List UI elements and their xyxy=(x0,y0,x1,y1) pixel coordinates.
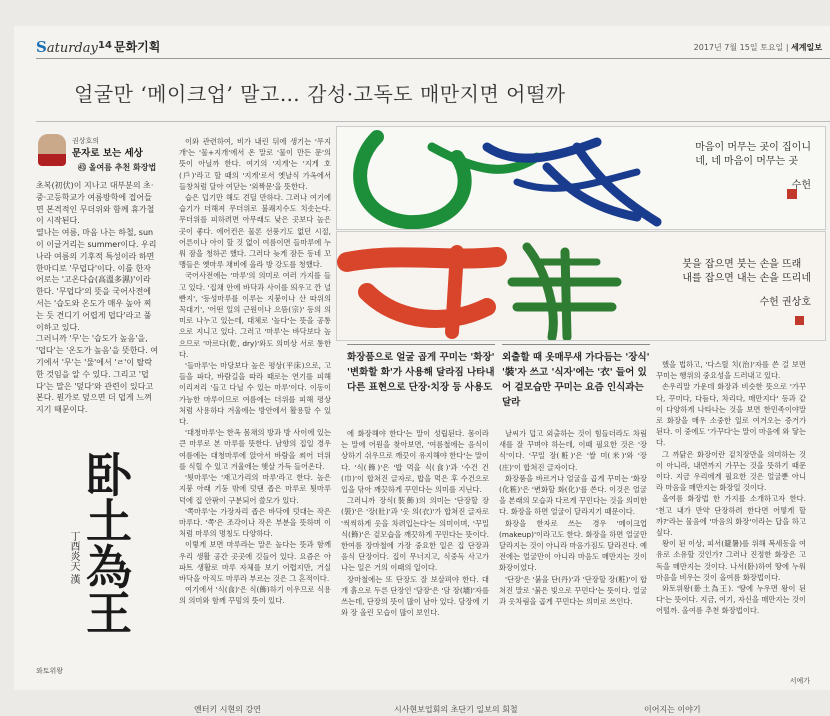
header-divider xyxy=(36,58,830,59)
calligraphy-characters: 卧土為王 xyxy=(79,451,133,635)
footer-teaser-mid: 시사현보업회의 초단기 일보의 회철 xyxy=(394,705,518,714)
calligraphy-artwork-left xyxy=(36,451,154,676)
calligraphy-inscription: 丁酉炎天 漢 xyxy=(68,531,79,585)
pull-quote-1: 화장품으로 얼굴 곱게 꾸미는 '화장' '변화할 화'가 사용해 달라짐 나타내 다른 표현으로 단장·치장 등 사용도 xyxy=(347,352,495,393)
artwork-middle-text: 붓을 잡으면 붓는 손을 뜨래 내를 잡으면 내는 손을 뜨리네 수헌 권상호 xyxy=(682,259,811,308)
body-column-3: 날씨가 덥고 외출하는 것이 힘들더라도 차림새를 잘 꾸며야 하는데, 이때 필요한 것은 '장식'이다. '꾸밀 장(粧)'은 '쌀 미(米)'와 '장(庄)'이 합쳐진 글자이다. 화장품을 바르거나 얼굴을 곱게 꾸미는 '화장(化粧)'은 '변화할 화(化)'를 쓴다. 이것은 얼굴을 본래의 모습과 다르게 꾸민다는 것을 의미한다. 화장을 하면 얼굴이 달라지기 때문이다. 화장을 한자로 쓰는 경우 '메이크업(makeup)'이라고도 한다. 화장을 하면 얼굴만 달라지는 것이 아니라 마음가짐도 달라진다. 예전에는 얼굴만이 아니라 마음도 매만지는 것이 화장이었다. '단장'은 '붉을 단(丹)'과 '단장할 장(粧)'이 합쳐진 말로 '붉은 빛으로 꾸민다'는 뜻이다. 얼굴과 옷차림을 곱게 꾸민다는 의미로 쓰인다. xyxy=(499,429,647,607)
footer-teaser-right: 이어지는 이야기 xyxy=(644,705,701,714)
headline-divider xyxy=(36,121,830,122)
pull-quote-divider xyxy=(347,344,495,345)
columnist-avatar xyxy=(38,134,66,166)
artwork-top-text: 마음이 머무는 곳이 집이니 네, 네 마음이 머무는 곳 수헌 xyxy=(695,142,811,191)
page-header xyxy=(36,38,830,56)
issue-date: 2017년 7월 15일 토요일 | 세계일보 xyxy=(693,43,822,52)
body-column-4: 했을 법하고, '다스릴 치(治)'자를 쓴 걸 보면 꾸미는 행위의 중요성을 드러내고 있다. 손우리말 가운데 화장과 비슷한 뜻으로 '가꾸다, 꾸미다, 다듬다, 차리다, 매만지다' 등과 같이 다양하게 나타나는 것을 보면 한민족이야말로 화장을 매우 소중한 일로 여겨오는 증거가 된다. 이 중에도 '가꾸다'는 말이 마음에 와 닿는다. 그 까닭은 화장이란 겉치장만을 의미하는 것이 아니라, 내면까지 가꾸는 것을 뜻하기 때문이다. 지금 우리에게 필요한 것은 얼굴뿐 아니라 마음을 매만지는 화장일 것이다. 올여름 화장법 한 가지를 소개하고자 한다. '천고 내가 만약 단장하려 한다면 어떻게 할까?'라는 물음에 '마음의 화장'이라는 답을 하고 싶다. 왕이 된 이상, 피서(避暑)를 위해 복세동을 여유로 소유할 것인가? 그러나 진정한 화장은 고독을 매만지는 것이다. 나서(卧)하여 땅에 누워 마음을 비우는 것이 올여름 화장법이다. 와토위왕(卧土為王). '땅에 누우면 왕이 된다'는 뜻이다. 지금, 여기, 자신을 매만지는 것이 어떨까. 올여름 추천 화장법이다. xyxy=(656,360,806,616)
page-number: 14 xyxy=(98,40,112,51)
page-footer-teasers xyxy=(14,706,830,716)
headline: 얼굴만 ‘메이크업’ 말고… 감성·고독도 매만지면 어떨까 xyxy=(74,82,566,106)
section-title: 문화기획 xyxy=(114,40,161,54)
saturday-logo: Saturday xyxy=(36,38,98,56)
intro-text: 초복(初伏)이 지나고 대부분의 초·중·고등학교가 여름방학에 접어들면 본격적인 무더위와 함께 휴가철이 시작된다. 열나는 여름, 마음 나는 하철, sun이 이글거리는 summer이다. 우리나라 여름의 기후적 특성이라 하면 한마디로 '무덥다'이다. 이를 한자어로는 '고온다습(高溫多濕)'이라 한다. '무덥다'의 뜻을 국어사전에서는 '습도와 온도가 매우 높아 찌는 듯 견디기 어렵게 덥다'라고 풀이하고 있다. 그러니까 '무'는 '습도가 높음'을, '덥다'는 '온도가 높음'을 뜻한다. 여기에서 '무'는 '물'에서 'ㄹ'이 탈락한 것임을 알 수 있다. 그리고 '덥다'는 말은 '덮다'와 관련이 있다고 본다. 뭔가로 덮으면 더 덥게 느껴지기 때문이다. xyxy=(36,181,158,415)
pull-quote-2: 외출할 때 옷매무새 가다듬는 '장식' '裝'자 쓰고 '식자'에는 '衣' 들어 있어 겉모습만 꾸미는 요즘 인식과는 달라 xyxy=(502,352,650,408)
columnist-name: 권상호의 xyxy=(72,137,100,145)
pull-quote-divider xyxy=(502,344,650,345)
calligraphy-artwork-middle xyxy=(336,231,826,341)
column-series-title: 문자로 보는 세상 xyxy=(72,148,143,159)
column-episode: ㊸ 올여름 추천 화장법 xyxy=(78,163,157,172)
body-column-1: 이와 관련하여, 비가 내린 뒤에 생기는 '무지개'는 '물+지개'에서 온 말로 '물이 만든 문'의 뜻이 아닐까 한다. 여기의 '지게'는 '지게 호(戶)'라고 할 때의 '지게'로서 옛날식 가옥에서 들창처럼 달아 여닫는 '외짝문'을 뜻한다. 습은 덥기만 해도 견딜 만하다. 그러나 여기에 습기가 더해져 무더위로 불쾌지수도 치솟는다. 무더위를 피하려면 아무래도 낮은 곳보다 높은 곳이 좋다. 에어컨은 물론 선풍기도 없던 시절, 어른이나 아이 할 것 없이 여름이면 들마루에 누워 잠을 청하곤 했다. 그러다 늦게 잠든 동네 꼬맹들은 옛마루 채비에 올라 방 강도를 청했다. 국어사전에는 '마루'의 의미로 여러 가지를 들고 있다. '집채 안에 바닥과 사이를 띄우고 깐 널빤지', '등성마루를 이루는 지붕이나 산 따위의 꼭대기', '어떤 일의 근원이나 으뜸(宗)' 등의 의미로 나누고 있는데, 대체로 '높다'는 뜻을 공통으로 지니고 있다. 그러고 '마루'는 바닥보다 높으므로 '마르다(乾, dry)'와도 의미상 서로 통한다. '들마루'는 마당보다 높은 평상(平床)으로, 고들을 파다, 바람길을 따라 때로는 연기를 피해 이리저리 '들고 다닐 수 있는 마루'이다. 이동이 가능한 마루이므로 여름에는 더위를 피해 평상처럼 사용하다 겨울에는 방안에서 활용할 수 있다. '대청마루'는 한옥 몸채의 방과 방 사이에 있는 큰 마루로 본 마루를 뜻한다. 남향의 집일 경우 여름에는 대청마루에 앉아서 바람을 쐬어 더위를 식힐 수 있고 겨울에는 햇살 가득 들어온다. '툇마루'는 '재고가리의 마루'라고 한다. 높은 지붕 아래 기둥 밖에 덧댄 좁은 마루로 툇마루 덕에 집 안팎이 구분되어 쓸모가 있다. '쪽마루'는 가장자리 좁은 바닥에 덧대는 작은 마루다. '쪽'은 조각이나 작은 부분을 뜻하며 이처럼 마루의 명칭도 다양하다. 이렇게 보면 마루라는 말은 높다는 뜻과 함께 우리 생활 공간 곳곳에 깃들어 있다. 요즘은 아파트 생활로 마루 자체를 보기 어렵지만, 거실 바닥을 아직도 마루라 부르는 것은 그 흔적이다. 여기에서 '식(食)'은 식(飾)하기 이우므로 식용의 의미와 함께 꾸밈의 뜻이 있다. xyxy=(179,137,331,606)
calligraphy-artwork-top xyxy=(336,126,826,230)
author-byline: 서예가 xyxy=(789,677,810,685)
body-column-2: 에 화장해야 한다'는 말이 성립된다. 몸이라는 말에 어원을 찾아보면, '여름철에는 음식이 상하기 쉬우므로 깨끗이 유지해야 한다'는 말이다. '식(飾)'은 '밥 먹을 식(食)'과 '수건 건(巾)'이 합쳐진 글자로, 밥을 먹은 후 수건으로 입을 닦아 깨끗하게 꾸민다는 의미를 지닌다. 그러니까 장식(裝飾)의 의미는 '단장할 장(裝)'은 '장(壯)'과 '옷 의(衣)'가 합쳐진 글자로 '씩씩하게 옷을 차려입는다'는 의미이며, '꾸밀 식(飾)'은 겉모습을 깨끗하게 꾸민다는 뜻이다. 한여름 장마철에 가장 중요한 일은 집 단장과 음식 단장이다. 집이 무너지고, 식중독 사고가 나는 일은 거의 이때의 일이다. 장마철에는 또 단장도 잘 보살펴야 한다. 대개 흙으로 두른 단장인 '담장'은 '담 장(墻)'자를 쓰는데, 단장의 뜻이 많이 남아 있다. 담장에 기와 장 올린 모습이 많이 보인다. xyxy=(341,429,489,618)
footer-teaser-left: 엔터키 시현의 강연 xyxy=(194,705,261,714)
calligraphy-caption: 와토위왕 xyxy=(36,667,64,675)
newspaper-page xyxy=(14,26,830,714)
